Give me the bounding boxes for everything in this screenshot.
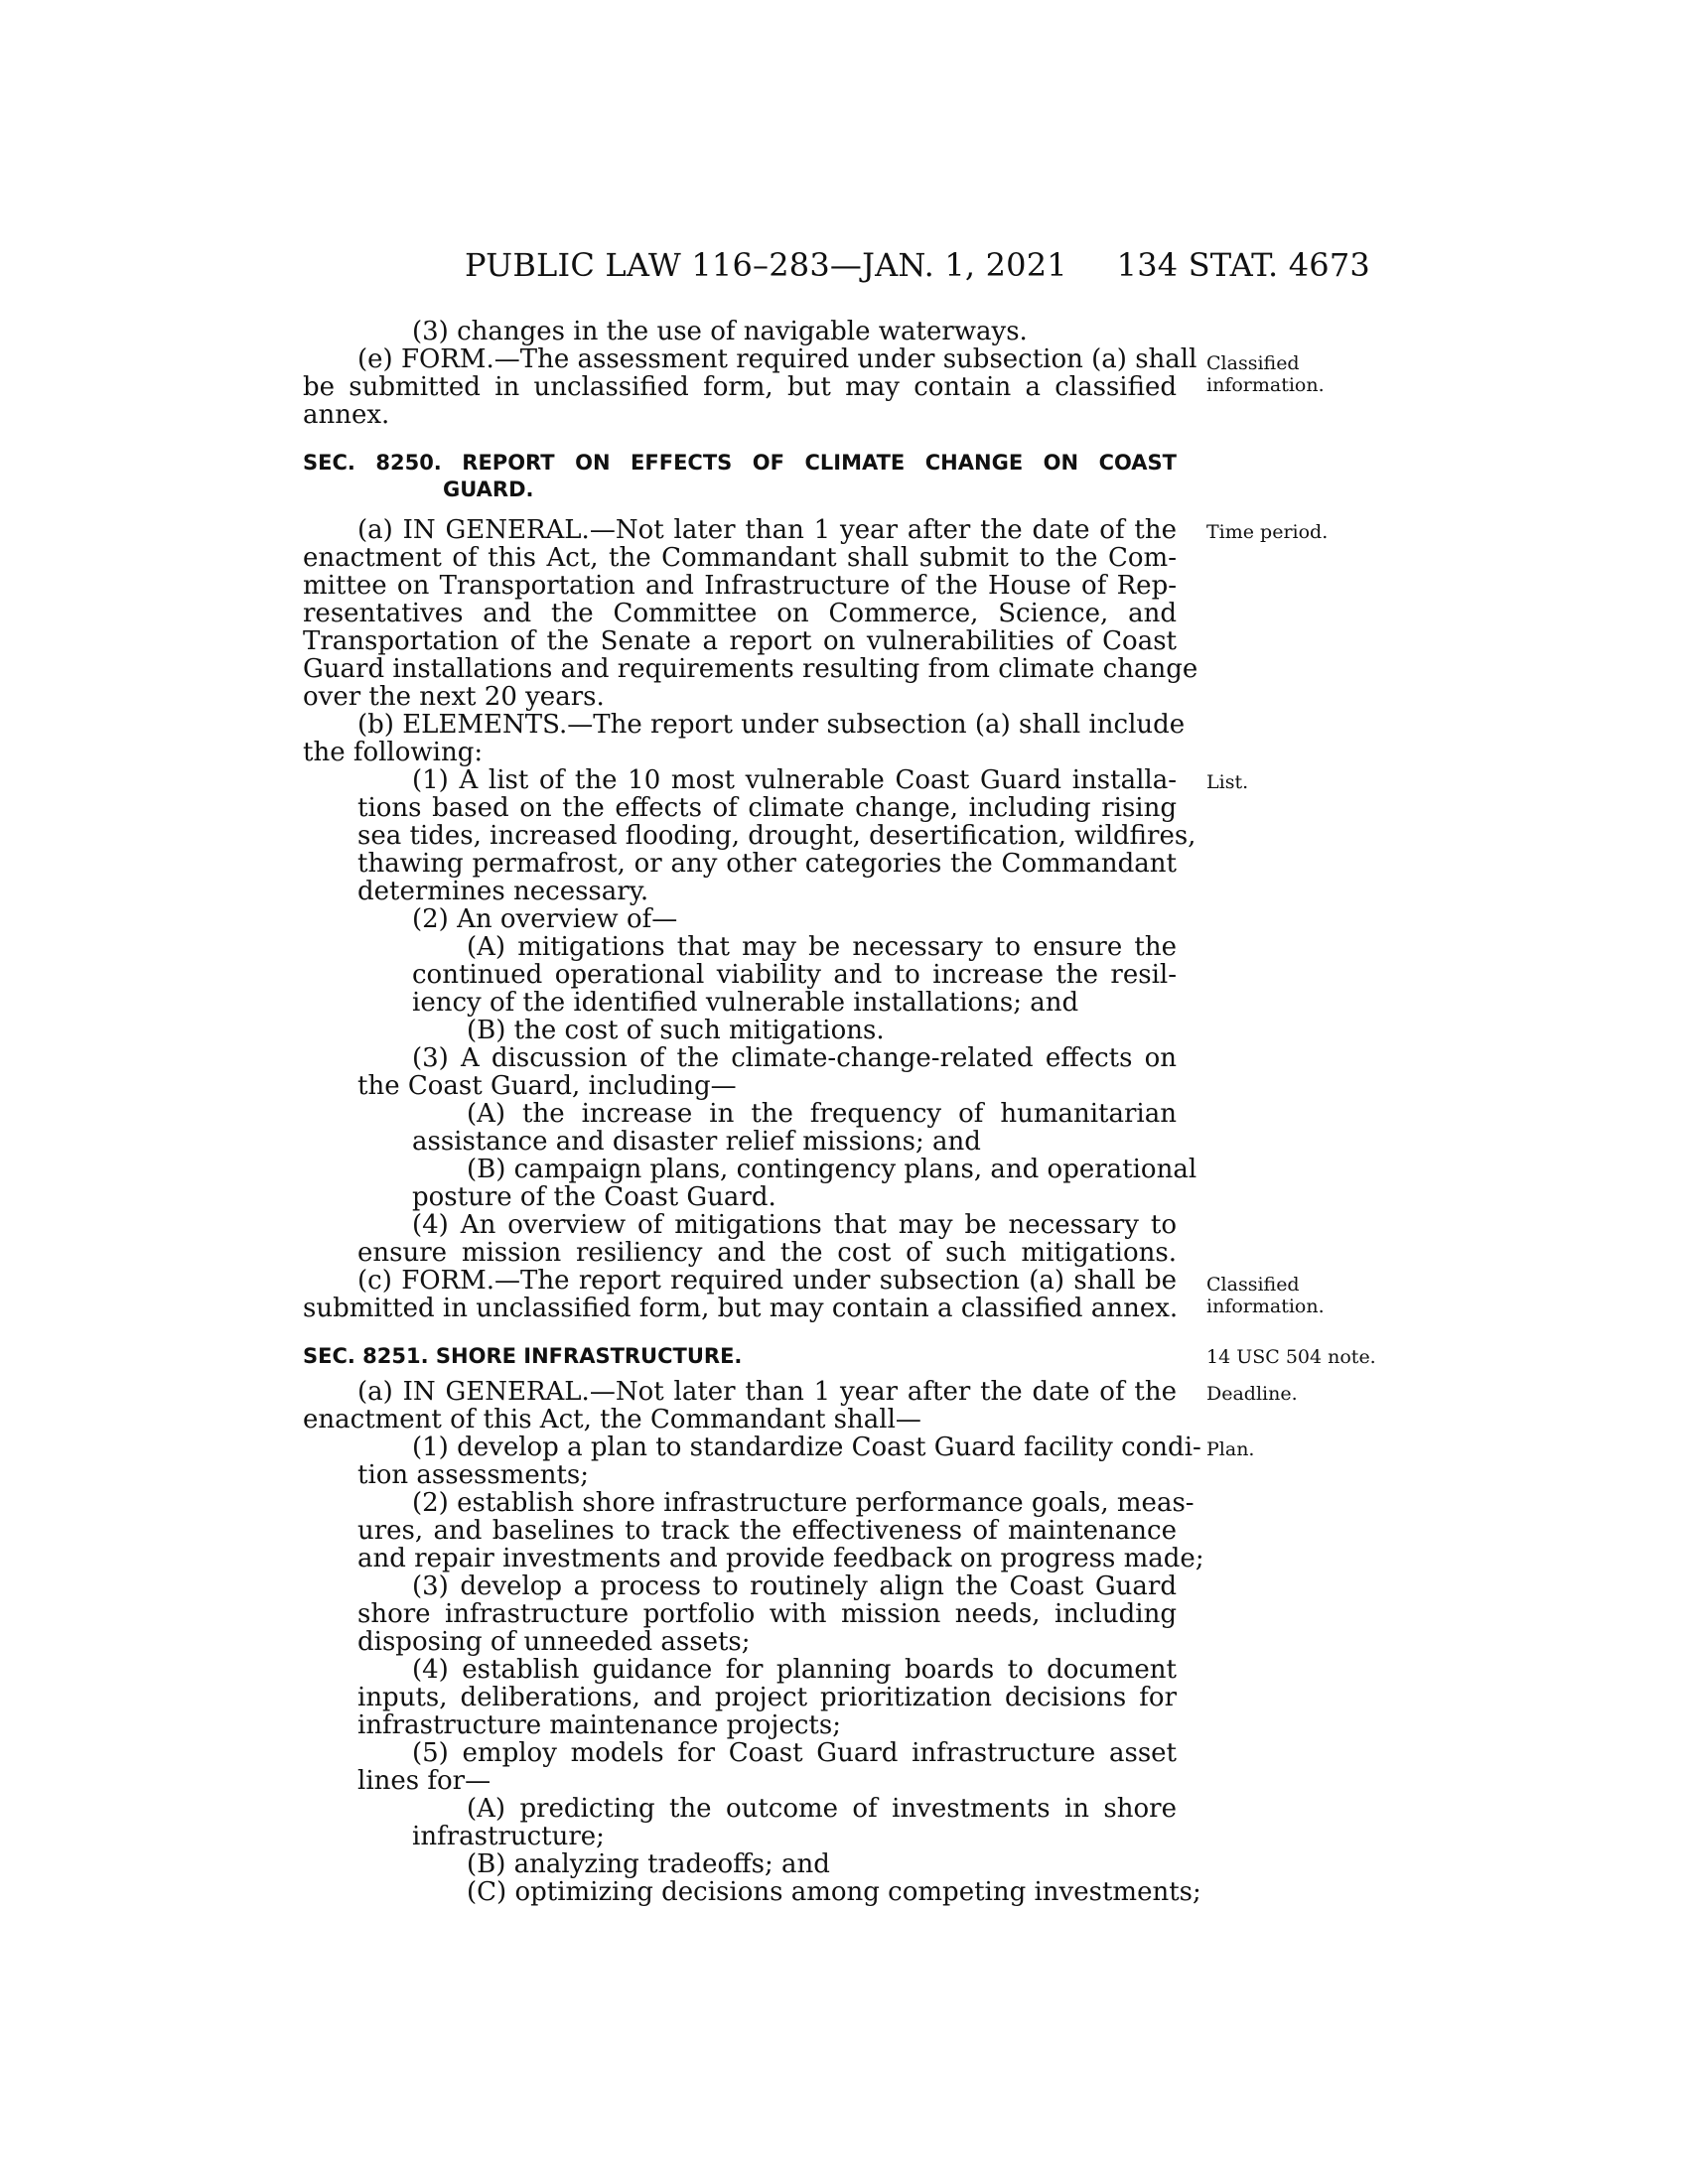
text-line: Transportation of the Senate a report on vulnerabilities of Coast — [303, 626, 1177, 656]
text-line: enactment of this Act, the Commandant shall submit to the Com- — [303, 543, 1177, 573]
text-line: infrastructure; — [412, 1822, 605, 1851]
text-line: posture of the Coast Guard. — [412, 1182, 776, 1212]
text-line: (A) predicting the outcome of investments in shore — [467, 1794, 1177, 1824]
text-line: infrastructure maintenance projects; — [357, 1710, 841, 1740]
text-line: (a) IN GENERAL.—Not later than 1 year after the date of the — [357, 1377, 1177, 1407]
text-line: (B) analyzing tradeoffs; and — [467, 1849, 830, 1879]
text-line: lines for— — [357, 1766, 492, 1796]
text-line: enactment of this Act, the Commandant shall— — [303, 1405, 921, 1434]
text-line: inputs, deliberations, and project prioritization decisions for — [357, 1683, 1177, 1712]
text-line: (2) An overview of— — [412, 904, 678, 934]
text-line: (a) IN GENERAL.—Not later than 1 year after the date of the — [357, 515, 1177, 545]
text-line: assistance and disaster relief missions; and — [412, 1127, 981, 1157]
margin-note-classified: Classified — [1206, 1274, 1300, 1296]
text-line: tion assessments; — [357, 1460, 590, 1490]
section-heading-8251: SEC. 8251. SHORE INFRASTRUCTURE. — [303, 1344, 743, 1368]
text-line: sea tides, increased flooding, drought, desertification, wildfires, — [357, 821, 1196, 851]
section-heading-8250-cont: GUARD. — [443, 478, 534, 501]
text-line: iency of the identified vulnerable installations; and — [412, 988, 1079, 1018]
text-line: ures, and baselines to track the effectiveness of maintenance — [357, 1516, 1177, 1546]
text-line: the following: — [303, 738, 484, 767]
text-line: Guard installations and requirements resulting from climate change — [303, 654, 1198, 684]
section-heading-8250: SEC. 8250. REPORT ON EFFECTS OF CLIMATE CHANGE ON COAST — [303, 451, 1177, 475]
margin-note-usc: 14 USC 504 note. — [1206, 1346, 1376, 1368]
text-line: mittee on Transportation and Infrastructure of the House of Rep- — [303, 571, 1177, 601]
text-line: (3) A discussion of the climate-change-related effects on — [412, 1043, 1177, 1073]
text-line: over the next 20 years. — [303, 682, 605, 712]
text-line: disposing of unneeded assets; — [357, 1627, 751, 1657]
text-line: (1) A list of the 10 most vulnerable Coast Guard installa- — [412, 765, 1177, 795]
text-line: (B) campaign plans, contingency plans, and operational — [467, 1155, 1197, 1184]
text-line: (3) develop a process to routinely align the Coast Guard — [412, 1571, 1177, 1601]
text-line: (3) changes in the use of navigable waterways. — [412, 317, 1028, 346]
margin-note-classified: information. — [1206, 1296, 1325, 1317]
text-line: shore infrastructure portfolio with mission needs, including — [357, 1599, 1177, 1629]
margin-note-list: List. — [1206, 771, 1249, 793]
text-line: annex. — [303, 400, 390, 430]
running-head-title: PUBLIC LAW 116–283—JAN. 1, 2021 — [465, 246, 1067, 284]
text-line: (4) establish guidance for planning boards to document — [412, 1655, 1177, 1685]
text-line: submitted in unclassified form, but may contain a classified annex. — [303, 1294, 1179, 1323]
text-line: (1) develop a plan to standardize Coast Guard facility condi- — [412, 1433, 1201, 1462]
margin-note-time-period: Time period. — [1206, 521, 1329, 543]
text-line: (4) An overview of mitigations that may be necessary to — [412, 1210, 1177, 1240]
text-line: thawing permafrost, or any other categories the Commandant — [357, 849, 1177, 879]
text-line: and repair investments and provide feedback on progress made; — [357, 1544, 1204, 1573]
margin-note-deadline: Deadline. — [1206, 1383, 1298, 1405]
text-line: (2) establish shore infrastructure performance goals, meas- — [412, 1488, 1195, 1518]
text-line: (5) employ models for Coast Guard infrastructure asset — [412, 1738, 1177, 1768]
text-line: (b) ELEMENTS.—The report under subsection (a) shall include — [357, 710, 1186, 740]
margin-note-classified: information. — [1206, 374, 1325, 396]
text-line: (A) the increase in the frequency of humanitarian — [467, 1099, 1177, 1129]
text-line: (A) mitigations that may be necessary to ensure the — [467, 932, 1177, 962]
text-line: (C) optimizing decisions among competing investments; — [467, 1877, 1201, 1907]
margin-note-classified: Classified — [1206, 352, 1300, 374]
text-line: determines necessary. — [357, 877, 649, 906]
text-line: (c) FORM.—The report required under subsection (a) shall be — [357, 1266, 1177, 1296]
text-line: be submitted in unclassified form, but may contain a classified — [303, 372, 1177, 402]
text-line: ensure mission resiliency and the cost of such mitigations. — [357, 1238, 1177, 1268]
text-line: resentatives and the Committee on Commerce, Science, and — [303, 599, 1177, 628]
margin-note-plan: Plan. — [1206, 1438, 1255, 1460]
text-line: tions based on the effects of climate change, including rising — [357, 793, 1177, 823]
text-line: the Coast Guard, including— — [357, 1071, 737, 1101]
text-line: continued operational viability and to increase the resil- — [412, 960, 1177, 990]
text-line: (e) FORM.—The assessment required under subsection (a) shall — [357, 344, 1197, 374]
text-line: (B) the cost of such mitigations. — [467, 1016, 885, 1045]
running-head-page: 134 STAT. 4673 — [1116, 246, 1370, 284]
